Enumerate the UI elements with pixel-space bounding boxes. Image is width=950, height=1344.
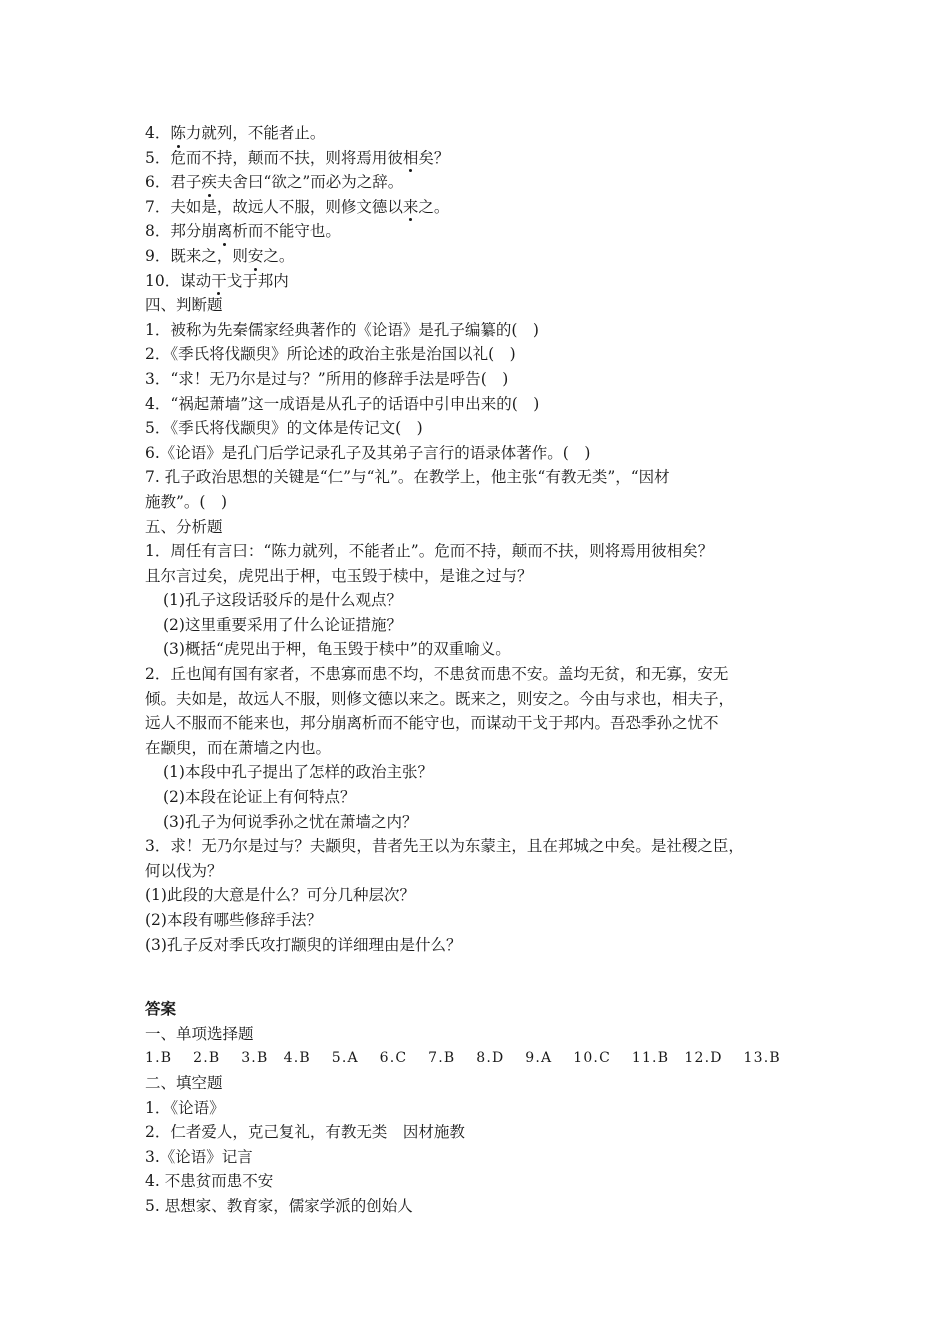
item-text: 夫舍曰“欲之”而必为之辞。: [216, 173, 404, 192]
list-item: [145, 269, 815, 294]
answer-item: 5. 思想家、教育家，儒家学派的创始人: [145, 1196, 413, 1215]
emphasis-mark: 疾: [201, 170, 217, 195]
list-item: [145, 146, 815, 171]
item-text: 力就列，不能者止。: [185, 124, 326, 142]
emphasis-mark: 干: [211, 269, 227, 294]
section-heading: 五、分析题: [145, 517, 223, 536]
section-heading: 二、填空题: [145, 1073, 223, 1092]
emphasis-mark: 安: [248, 244, 264, 269]
sub-question: (3)孔子为何说季孙之忧在萧墙之内？: [163, 812, 418, 831]
item-text: 之。: [263, 246, 295, 265]
answer-item: 2．仁者爱人，克己复礼，有教无类 因材施教: [145, 1123, 465, 1142]
list-item: 施教”。( ): [145, 492, 228, 511]
question-2: [145, 662, 815, 834]
sub-question: (1)本段中孔子提出了怎样的政治主张？: [163, 763, 433, 782]
sub-question: (2)本段有哪些修辞手法？: [145, 911, 322, 929]
question-text: 2．丘也闻有国有家者，不患寡而患不均，不患贫而患不安。盖均无贫，和无寡，安无: [145, 665, 729, 684]
question-text: 何以伐为？: [145, 861, 223, 880]
item-text: 6．君子: [145, 173, 202, 192]
emphasis-mark: 来: [403, 195, 419, 220]
list-item: [145, 121, 815, 146]
answer-item: 4. 不患贫而患不安: [145, 1172, 274, 1191]
emphasis-mark: 离: [217, 219, 233, 244]
answers-section: [145, 997, 815, 1218]
question-text: 3．求！无乃尔是过与？夫颛臾，昔者先王以为东蒙主，且在邦城之中矣。是社稷之臣，: [145, 837, 744, 856]
item-text: 析而不能守也。: [232, 222, 341, 241]
spacer: [145, 957, 815, 997]
sub-question: (3)孔子反对季氏攻打颛臾的详细理由是什么？: [145, 935, 462, 954]
sub-question: (1)此段的大意是什么？可分几种层次？: [145, 886, 415, 905]
mcq-answers: 1.B 2.B 3.B 4.B 5.A 6.C 7.B 8.D 9.A 10.C 11.B 12.D 13.B: [145, 1050, 781, 1067]
item-text: 5．危而不持，颠而不扶，则将焉用彼: [145, 148, 403, 167]
list-item: 1．被称为先秦儒家经典著作的《论语》是孔子编纂的( ): [145, 320, 539, 339]
question-text: 且尔言过矣，虎兕出于柙，屯玉毁于椟中，是谁之过与？: [145, 566, 533, 585]
emphasis-mark: 相: [403, 146, 419, 171]
list-item: 6.《论语》是孔门后学记录孔子及其弟子言行的语录体著作。( ): [145, 443, 591, 462]
emphasis-mark: 陈: [170, 121, 186, 146]
sub-question: (2)本段在论证上有何特点？: [163, 788, 356, 807]
sub-question: (2)这里重要采用了什么论证措施？: [163, 615, 402, 634]
item-text: 矣？: [418, 148, 450, 167]
item-text: 4．: [145, 124, 171, 142]
list-item: [145, 195, 815, 220]
item-text: 9．既来之，则: [145, 246, 248, 265]
item-text: 8．邦分崩: [145, 222, 217, 241]
sub-question: (1)孔子这段话驳斥的是什么观点？: [163, 591, 402, 610]
item-text: 7．夫如是，故远人不服，则修文德以: [145, 197, 403, 216]
list-item: 3．“求！无乃尔是过与？”所用的修辞手法是呼告( ): [145, 369, 509, 388]
section-heading: 一、单项选择题: [145, 1024, 254, 1043]
document-page: [145, 121, 815, 1219]
section-3-items: [145, 121, 815, 293]
list-item: [145, 219, 815, 244]
answer-item: 1．《论语》: [145, 1098, 225, 1117]
sub-question: (3)概括“虎兕出于柙，龟玉毁于椟中”的双重喻义。: [163, 640, 511, 659]
list-item: [145, 244, 815, 269]
question-1: [145, 539, 815, 662]
section-heading: 四、判断题: [145, 296, 223, 315]
list-item: 5．《季氏将伐颛臾》的文体是传记文( ): [145, 419, 423, 438]
list-item: [145, 170, 815, 195]
list-item: 7. 孔子政治思想的关键是“仁”与“礼”。在教学上，他主张“有教无类”，“因材: [145, 468, 670, 487]
question-text: 在颛臾，而在萧墙之内也。: [145, 738, 332, 757]
answers-title: 答案: [145, 1000, 177, 1019]
item-text: 之。: [418, 197, 450, 216]
question-3: [145, 834, 815, 957]
question-text: 远人不服而不能来也，邦分崩离析而不能守也，而谋动干戈于邦内。吾恐季孙之忧不: [145, 714, 719, 733]
question-text: 1．周任有言曰：“陈力就列，不能者止”。危而不持，颠而不扶，则将焉用彼相矣？: [145, 542, 714, 561]
answer-item: 3.《论语》记言: [145, 1147, 253, 1166]
item-text: 戈于邦内: [226, 271, 289, 290]
list-item: 4．“祸起萧墙”这一成语是从孔子的话语中引申出来的( ): [145, 394, 540, 413]
section-4-items: [145, 318, 815, 515]
list-item: 2．《季氏将伐颛臾》所论述的政治主张是治国以礼( ): [145, 345, 516, 364]
item-text: 10．谋动: [145, 271, 212, 290]
question-text: 倾。夫如是，故远人不服，则修文德以来之。既来之，则安之。今由与求也，相夫子，: [145, 689, 735, 708]
